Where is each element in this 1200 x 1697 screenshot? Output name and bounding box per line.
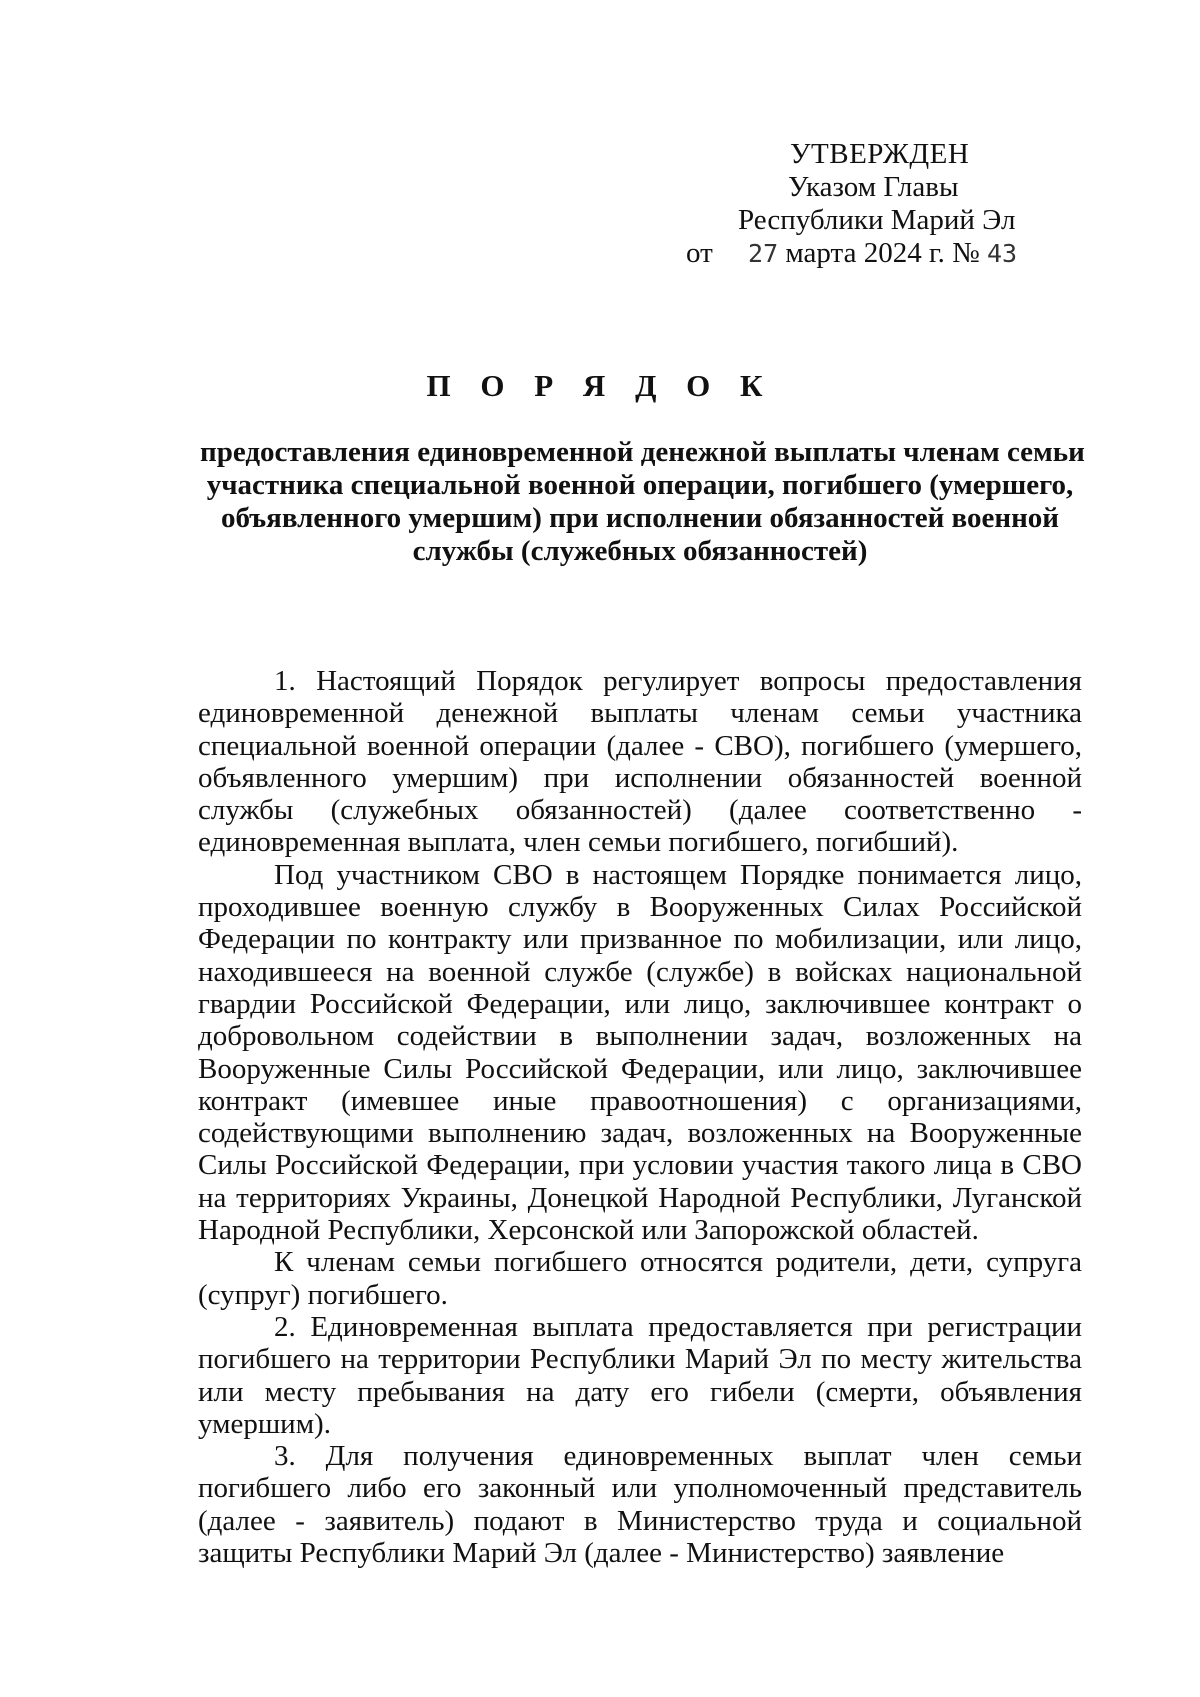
paragraph: 1. Настоящий Порядок регулирует вопросы предоставления единовременной денежной выплаты членам семьи участника специальной военной операции (далее - СВО), погибшего (умершего, объявленного умершим) при исполнении обязанностей военной службы (служебных обязанностей) (далее соответственно - единовременная выплата, член семьи погибшего, погибший). [198, 665, 1082, 859]
approval-date-prefix: от [686, 237, 713, 269]
approval-status: УТВЕРЖДЕН [790, 138, 970, 170]
paragraph: 3. Для получения единовременных выплат член семьи погибшего либо его законный или уполномоченный представитель (далее - заявитель) подают в Министерство труда и социальной защиты Республики Марий Эл (далее - Министерство) заявление [198, 1440, 1082, 1570]
document-body [198, 665, 1082, 1569]
approval-stamp [686, 138, 1030, 270]
document-subtitle [200, 436, 1085, 568]
paragraph: Под участником СВО в настоящем Порядке понимается лицо, проходившее военную службу в Вооруженных Силах Российской Федерации по контракту или призванное по мобилизации, или лицо, находившееся на военной службе (службе) в войсках национальной гвардии Российской Федерации, или лицо, заключившее контракт о добровольном содействии в выполнении задач, возложенных на Вооруженные Силы Российской Федерации, или лицо, заключившее контракт (имевшее иные правоотношения) с организациями, содействующими выполнению задач, возложенных на Вооруженные Силы Российской Федерации, при условии участия такого лица в СВО на территориях Украины, Донецкой Народной Республики, Луганской Народной Республики, Херсонской или Запорожской областей. [198, 858, 1082, 1247]
approval-issuer-line-2: Республики Марий Эл [738, 204, 1016, 236]
subtitle-line: объявленного умершим) при исполнении обязанностей военной [220, 502, 1059, 534]
subtitle-line: предоставления единовременной денежной выплаты членам семьи [200, 436, 1085, 468]
subtitle-line: службы (служебных обязанностей) [412, 535, 868, 567]
approval-month-year: марта 2024 г. № [785, 237, 980, 269]
paragraph: 2. Единовременная выплата предоставляется при регистрации погибшего на территории Республики Марий Эл по месту жительства или месту пребывания на дату его гибели (смерти, объявления умершим). [198, 1310, 1082, 1440]
paragraph: К членам семьи погибшего относятся родители, дети, супруга (супруг) погибшего. [198, 1246, 1082, 1311]
approval-issuer-line-1: Указом Главы [788, 171, 959, 203]
subtitle-line: участника специальной военной операции, погибшего (умершего, [206, 469, 1074, 501]
approval-date-line [686, 237, 1030, 270]
approval-day: 27 [748, 239, 779, 268]
document-title: П О Р Я Д О К [426, 368, 774, 403]
approval-number: 43 [987, 239, 1018, 268]
